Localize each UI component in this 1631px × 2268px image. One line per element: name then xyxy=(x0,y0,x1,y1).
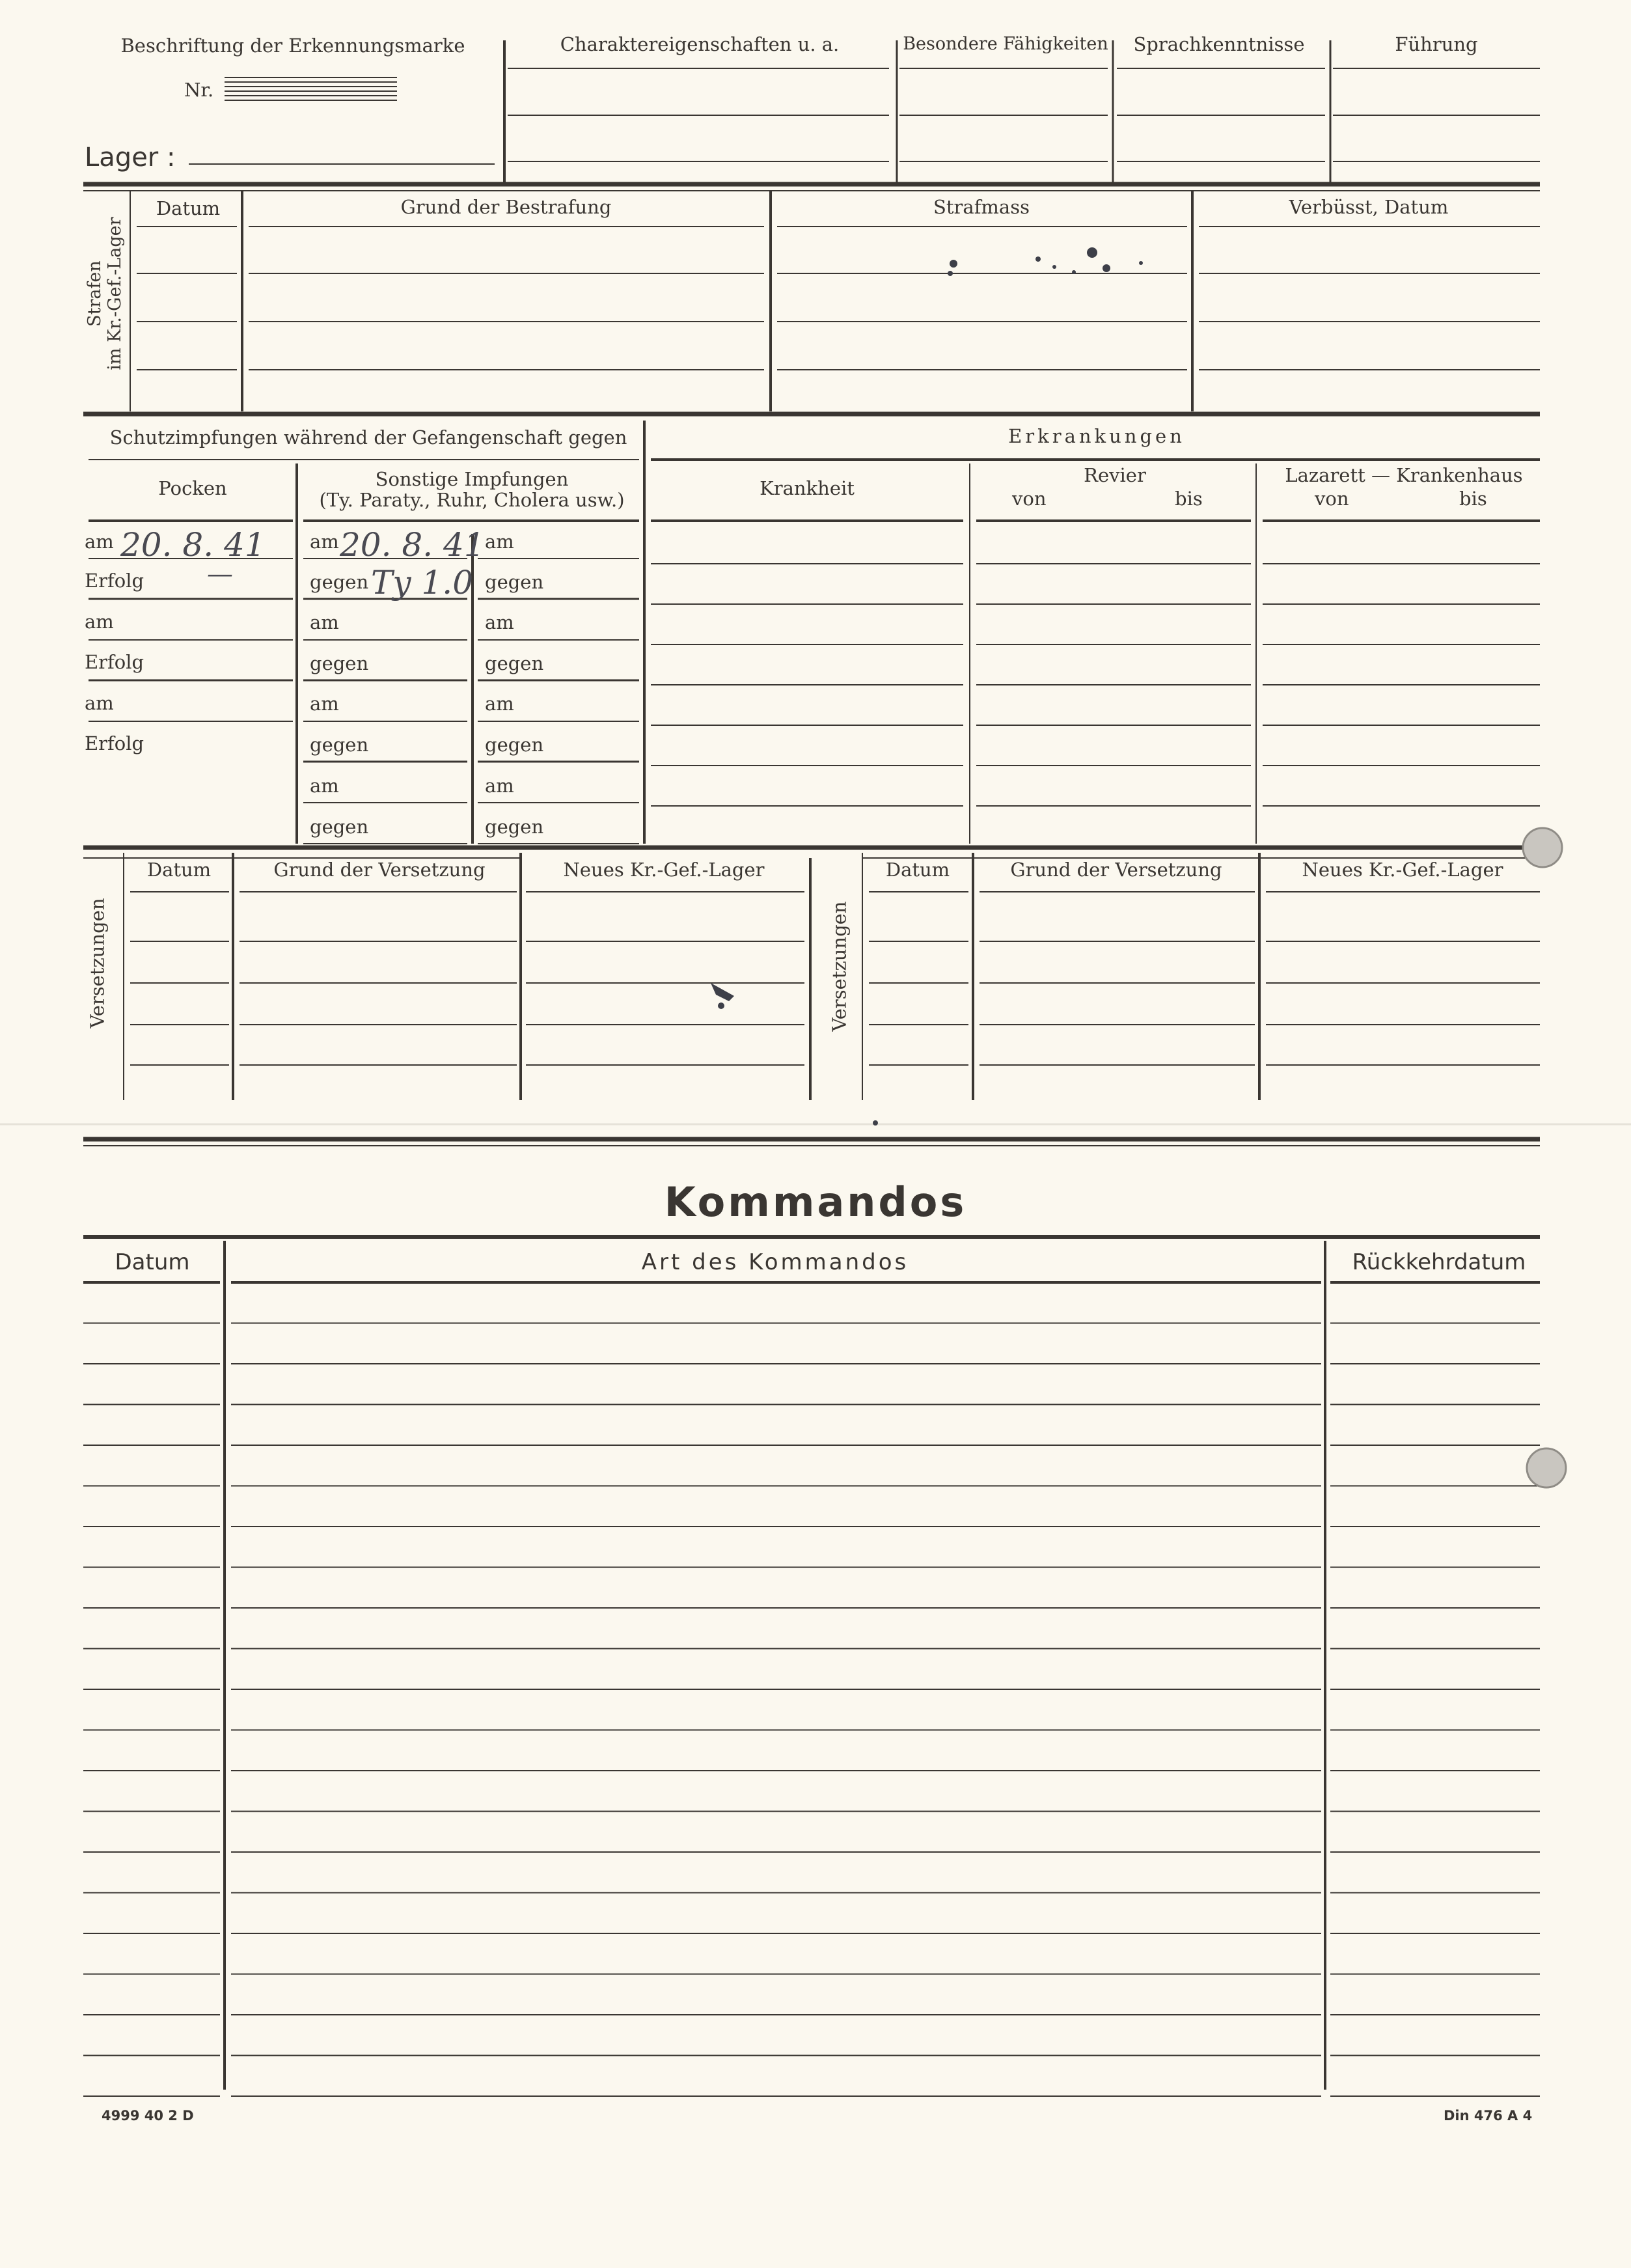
versetzungen-side-label-right xyxy=(820,859,859,1068)
handwritten-sonstige-date: 20. 8. 41 xyxy=(340,526,485,564)
sonstige2-am-2: am xyxy=(485,611,514,633)
sonstige-am-3: am xyxy=(310,693,339,715)
sonstige-gegen-4: gegen xyxy=(310,816,369,838)
erkrankungen-title: Erkrankungen xyxy=(1008,425,1185,447)
impfungen-title: Schutzimpfungen während der Gefangenschaft gegen xyxy=(109,426,627,449)
strafmass-header: Strafmass xyxy=(933,196,1030,218)
fuehrung-label: Führung xyxy=(1395,33,1478,55)
nr-number-lines xyxy=(225,77,397,104)
sonstige-am-2: am xyxy=(310,611,339,633)
sonstige-gegen-1: gegen xyxy=(310,571,369,593)
sonstige-gegen-2: gegen xyxy=(310,652,369,674)
sonstige2-gegen-4: gegen xyxy=(485,816,544,838)
verbuesst-header: Verbüsst, Datum xyxy=(1289,196,1449,218)
revier-bis: bis xyxy=(1175,488,1203,510)
kommandos-rueckkehr-header: Rückkehrdatum xyxy=(1352,1249,1526,1275)
sonstige-am-4: am xyxy=(310,775,339,797)
versetzung-grund-header-left: Grund der Versetzung xyxy=(273,859,486,881)
strafen-side-label-1: Strafen xyxy=(84,260,105,327)
sonstige-header-1: Sonstige Impfungen xyxy=(375,468,569,490)
strafen-datum-header: Datum xyxy=(156,197,221,219)
sonstige2-am-4: am xyxy=(485,775,514,797)
nr-label: Nr. xyxy=(184,79,214,101)
pocken-erfolg-1: Erfolg xyxy=(85,570,144,592)
pocken-am-3: am xyxy=(85,692,114,714)
handwritten-pocken-erfolg: — xyxy=(207,559,233,589)
handwritten-sonstige-gegen: Ty 1.0 xyxy=(371,564,474,602)
lager-label: Lager : xyxy=(85,143,176,173)
faehigkeiten-label: Besondere Fähigkeiten xyxy=(903,34,1108,54)
sonstige2-am-1: am xyxy=(485,531,514,553)
versetzung-grund-header-right: Grund der Versetzung xyxy=(1010,859,1222,881)
sonstige2-gegen-2: gegen xyxy=(485,652,544,674)
sonstige2-gegen-1: gegen xyxy=(485,571,544,593)
strafen-side-label-2: im Kr.-Gef.-Lager xyxy=(105,217,125,370)
versetzungen-side-label-left xyxy=(78,859,117,1068)
sonstige2-am-3: am xyxy=(485,693,514,715)
versetzung-datum-header-left: Datum xyxy=(146,859,212,881)
lazarett-von: von xyxy=(1315,488,1349,510)
versetzung-datum-header-right: Datum xyxy=(885,859,950,881)
form-number: 4999 40 2 D xyxy=(102,2108,194,2123)
versetzung-neues-header-right: Neues Kr.-Gef.-Lager xyxy=(1302,859,1503,881)
lazarett-bis: bis xyxy=(1459,488,1487,510)
revier-von: von xyxy=(1012,488,1047,510)
versetzung-neues-header-left: Neues Kr.-Gef.-Lager xyxy=(563,859,765,881)
strafen-grund-header: Grund der Bestrafung xyxy=(400,196,612,218)
punch-hole xyxy=(1527,1448,1566,1487)
krankheit-header: Krankheit xyxy=(760,477,855,499)
sonstige-am-1: am xyxy=(310,531,339,553)
erkennungsmarke-label: Beschriftung der Erkennungsmarke xyxy=(120,35,465,57)
pocken-am-1: am xyxy=(85,531,114,553)
kommandos-art-header: Art des Kommandos xyxy=(641,1249,909,1275)
pocken-erfolg-2: Erfolg xyxy=(85,651,144,673)
kommandos-title: Kommandos xyxy=(664,1178,967,1226)
kommandos-datum-header: Datum xyxy=(115,1249,190,1275)
sonstige-header-2: (Ty. Paraty., Ruhr, Cholera usw.) xyxy=(319,489,625,511)
pocken-header: Pocken xyxy=(158,477,227,499)
charakter-label: Charaktereigenschaften u. a. xyxy=(560,33,840,55)
ink-stains xyxy=(711,247,1143,1126)
pocken-am-2: am xyxy=(85,611,114,633)
lazarett-header: Lazarett — Krankenhaus xyxy=(1285,464,1523,486)
versetzungen-side-text-left: Versetzungen xyxy=(86,898,109,1029)
sonstige-gegen-3: gegen xyxy=(310,734,369,756)
strafen-side-label xyxy=(82,195,128,391)
din-format: Din 476 A 4 xyxy=(1444,2108,1533,2123)
versetzungen-side-text-right: Versetzungen xyxy=(828,901,851,1032)
revier-header: Revier xyxy=(1084,464,1146,486)
sonstige2-gegen-3: gegen xyxy=(485,734,544,756)
sprachen-label: Sprachkenntnisse xyxy=(1133,33,1305,55)
handwritten-pocken-date: 20. 8. 41 xyxy=(120,526,266,564)
pocken-erfolg-3: Erfolg xyxy=(85,732,144,754)
